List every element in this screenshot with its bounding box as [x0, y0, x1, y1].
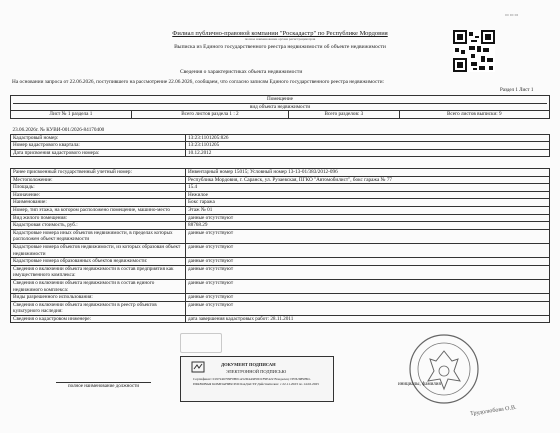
corner-mark: ▭ ▭ ▭ [505, 12, 519, 17]
signer-name-stamp: Трудолюбова О.В. [469, 404, 517, 418]
section-label: Раздел 1 Лист 1 [500, 88, 534, 93]
sheets-in-section: Всего листов раздела 1 : 2 [131, 111, 288, 119]
official-seal-icon [408, 333, 480, 405]
stamp-subtitle: ЭЛЕКТРОННОЙ ПОДПИСЬЮ [226, 369, 287, 374]
signature-emblem-icon [191, 361, 205, 373]
faint-stamp-mark [180, 333, 222, 353]
document-title: Выписка из Единого государственного реестра недвижимости об объекте недвижимости [174, 44, 386, 50]
table-row: Сведения о кадастровом инженере: дата завершения кадастровых работ: 28.11.2011 [11, 315, 550, 323]
table-row: Кадастровые номера объектов недвижимости, из которых образован объект недвижимости данные отсутствуют [11, 243, 550, 257]
position-label: полное наименование должности [56, 382, 151, 389]
table-row: Дата присвоения кадастрового номера: 10.12.2012 [11, 149, 550, 157]
table-row: Ранее присвоенный государственный учетный номер: Инвентарный номер 15015; Условный номер 13-13-01/383/2012-096 [11, 169, 550, 177]
table-row: Сведения о включении объекта недвижимости в реестр объектов культурного наследия: данные отсутствуют [11, 301, 550, 315]
table-row: Кадастровая стоимость, руб.: 88768.29 [11, 222, 550, 230]
electronic-signature-stamp [180, 356, 334, 402]
qr-code-icon [453, 30, 495, 72]
stamp-title: ДОКУМЕНТ ПОДПИСАН [221, 362, 276, 367]
sheet-number: Лист № 1 раздела 1 [11, 111, 132, 119]
table-row: Кадастровые номера иных объектов недвижимости, в пределах которых расположен объект недвижимости данные отсутствуют [11, 229, 550, 243]
table-row: Номер кадастрового квартала: 13:23:1101205 [11, 142, 550, 150]
table-row: Сведения о включении объекта недвижимости в состав единого недвижимого комплекса: данные отсутствуют [11, 279, 550, 293]
table-row: Назначение: Нежилое [11, 191, 550, 199]
table-row: Кадастровый номер: 13:23:1101205:826 [11, 134, 550, 142]
object-type: Помещение вид объекта недвижимости [11, 96, 550, 111]
table-row: Номер, тип этажа, на котором расположено помещение, машино-место Этаж № 01 [11, 206, 550, 214]
stamp-details: Сертификат: 0197246709F0B01A52D4A9E0D1F9E422 Владелец: ПУБЛИЧНО-ПРАВОВАЯ КОМПАНИЯ РОСКАДАСТР Действителен: с 22.11.2023 по 14.02.2025 [193, 377, 320, 386]
agency-name: Филиал публично-правовой компании "Роскадастр" по Республике Мордовия [172, 30, 388, 37]
details-table [10, 168, 550, 323]
agency-subtitle: полное наименование органа регистрации прав [244, 37, 316, 41]
header [80, 30, 480, 50]
initials-label: инициалы, фамилия [398, 382, 441, 387]
table-row: Наименование: Бокс гаража [11, 199, 550, 207]
table-row: Сведения о включении объекта недвижимости в состав предприятия как имущественного комплекса: данные отсутствуют [11, 265, 550, 279]
table-row: Местоположение: Республика Мордовия, г. Саранск, ул. Рузаевская, ПГКО "Автомобилист", бокс гаража № 77 [11, 176, 550, 184]
table-row: Виды разрешенного использования: данные отсутствуют [11, 294, 550, 302]
table-row: Площадь: 15.4 [11, 184, 550, 192]
table-row: Вид жилого помещения: данные отсутствуют [11, 214, 550, 222]
sheets-total: Всего листов выписки: 9 [399, 111, 549, 119]
request-text: На основании запроса от 22.06.2026, поступившего на рассмотрение 22.06.2026, сообщаем, что согласно записям Единого государственного реестра недвижимости: [12, 79, 385, 85]
object-info-table [10, 95, 550, 119]
doc-number: 23.06.2026г. № КУВИ-001/2026-84170400 [12, 127, 105, 133]
section-title: Сведения о характеристиках объекта недвижимости [180, 69, 303, 75]
sections-total: Всего разделов: 3 [289, 111, 399, 119]
id-table [10, 127, 550, 157]
table-row: Кадастровые номера образованных объектов недвижимости: данные отсутствуют [11, 258, 550, 266]
